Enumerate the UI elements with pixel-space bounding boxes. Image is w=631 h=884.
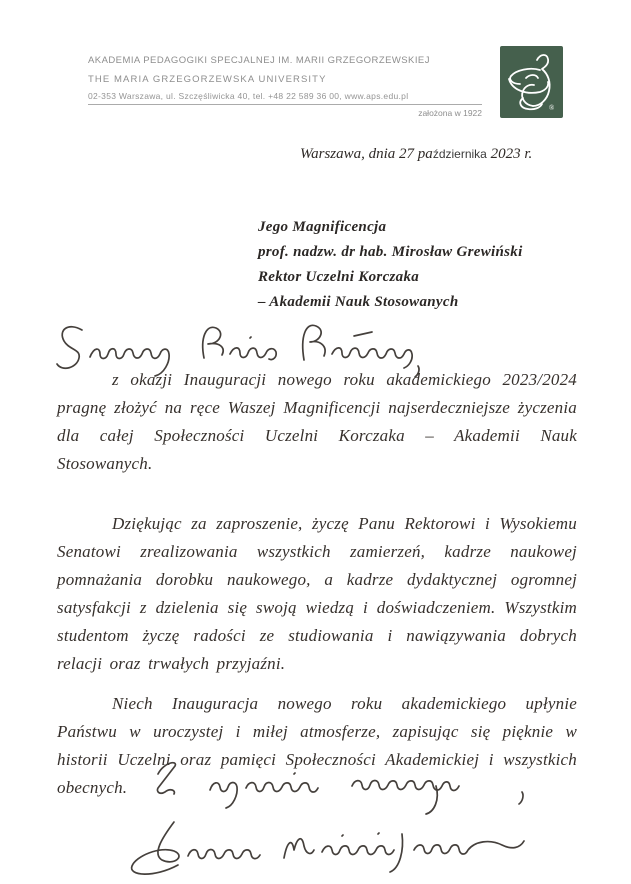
kneeling-figure-icon [500,46,563,118]
dateline [300,146,580,163]
org-address-line: 02-353 Warszawa, ul. Szczęśliwicka 40, tel. +48 22 589 36 00, www.aps.edu.pl [88,91,409,101]
addressee-block [258,215,523,315]
org-name-pl: AKADEMIA PEDAGOGIKI SPECJALNEJ IM. MARII GRZEGORZEWSKIEJ [88,55,430,66]
paragraph-1: z okazji Inauguracji nowego roku akademickiego 2023/2024 pragnę złożyć na ręce Waszej Magnificencji najserdeczniejsze życzenia dla całej Społeczności Uczelni Korczaka – Akademii Nauk Stosowanych. [57,370,577,473]
letter-body [57,366,577,802]
dateline-script-1: Warszawa, dnia 27 pa [300,146,433,162]
dateline-script-2: 2023 r. [486,146,533,162]
dateline-plain: ździernika [432,147,487,161]
handwritten-signature-block [118,752,538,880]
university-logo [500,46,563,118]
founded-note: założona w 1922 [418,108,482,118]
paragraph-3: Niech Inauguracja nowego roku akademickiego upłynie Państwu w uroczystej i miłej atmosferze, zapisując się pięknie w historii Uczelni oraz pamięci Społeczności Akademickiej i wszystkich obecnych. [57,694,577,797]
org-name-en: THE MARIA GRZEGORZEWSKA UNIVERSITY [88,74,327,85]
paragraph-2: Dziękując za zaproszenie, życzę Panu Rektorowi i Wysokiemu Senatowi zrealizowania wszystkich zamierzeń, kadrze naukowej pomnażania dorobku naukowego, a kadrze dydaktycznej ogromnej satysfakcji z dzielenia się swoją wiedzą i doświadczeniem. Wszystkim studentom życzę radości ze studiowania i nawiązywania dobrych relacji oraz trwałych przyjaźni. [57,514,577,673]
letterhead-divider [88,104,482,105]
addressee-line: prof. nadzw. dr hab. Mirosław Grewiński [258,244,523,260]
addressee-line: Jego Magnificencja [258,219,387,235]
addressee-line: Rektor Uczelni Korczaka [258,269,420,285]
registered-mark: ® [549,104,555,112]
addressee-line: – Akademii Nauk Stosowanych [258,294,459,310]
